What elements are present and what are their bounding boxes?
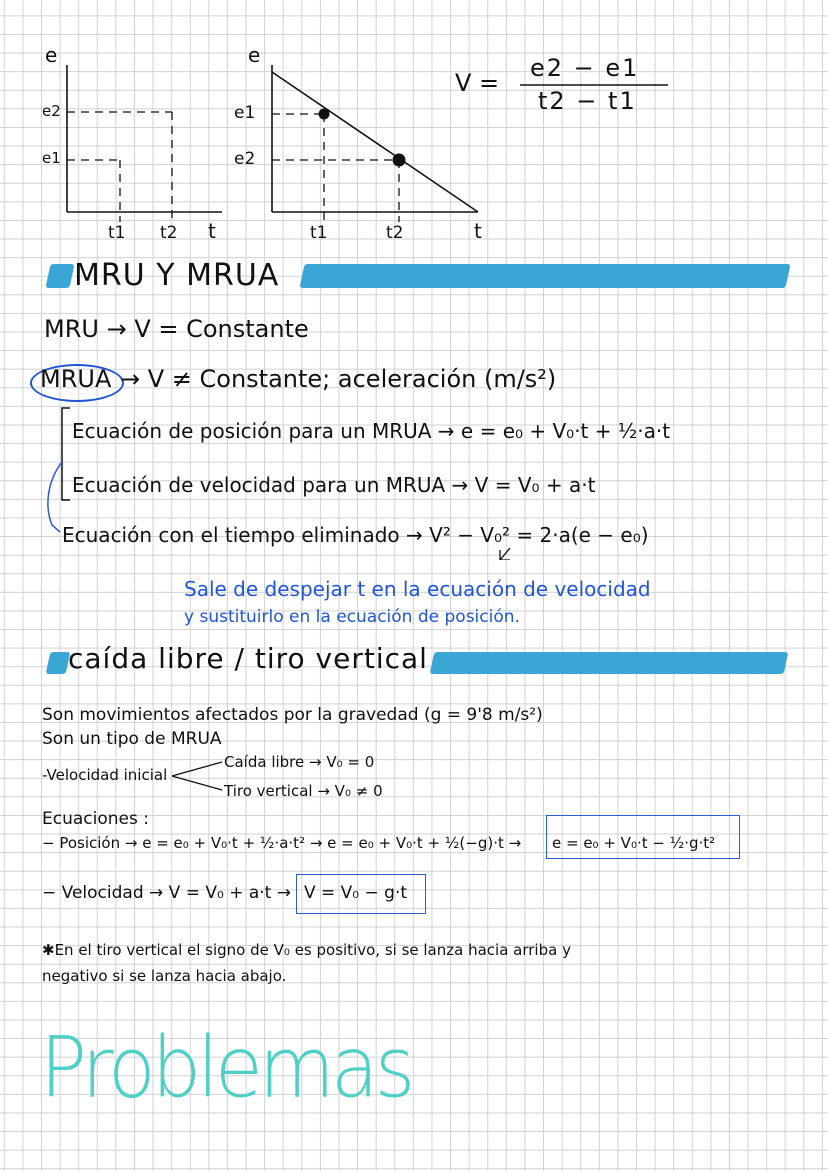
mrua-label: MRUA [40, 365, 112, 393]
left-graph-tick-t2: t2 [160, 223, 178, 243]
left-graph-tick-t1: t1 [108, 223, 126, 243]
left-graph-axis-y-label: e [45, 43, 58, 67]
initial-velocity-label: -Velocidad inicial [42, 766, 168, 784]
left-graph-tick-e2: e2 [42, 102, 61, 120]
gravity-line: Son movimientos afectados por la gravedad (g = 9'8 m/s²) [42, 705, 543, 725]
blue-note-line-2: y sustituirlo en la ecuación de posición. [184, 607, 520, 627]
problemas-title: Problemas [40, 1020, 412, 1118]
equation-position: Ecuación de posición para un MRUA → e = e₀ + V₀·t + ½·a·t [72, 419, 671, 443]
mrua-line: → V ≠ Constante; aceleración (m/s²) [120, 365, 557, 393]
tiro-vertical-line: Tiro vertical → V₀ ≠ 0 [224, 782, 383, 800]
equation-velocity: Ecuación de velocidad para un MRUA → V = V₀ + a·t [72, 473, 596, 497]
right-graph-axis-y-label: e [248, 43, 261, 67]
caida-libre-line: Caída libre → V₀ = 0 [224, 753, 375, 771]
posicion-derivation: − Posición → e = e₀ + V₀·t + ½·a·t² → e = e₀ + V₀·t + ½(−g)·t → [42, 834, 522, 852]
velocity-formula-lhs: V = [455, 69, 500, 97]
section-heading-mru: MRU Y MRUA [74, 258, 280, 293]
right-graph-tick-e2: e2 [234, 149, 256, 169]
left-graph-tick-e1: e1 [42, 149, 61, 167]
tiro-vertical-note-line-1: ✱En el tiro vertical el signo de V₀ es positivo, si se lanza hacia arriba y [42, 941, 571, 959]
section-heading-caida: caída libre / tiro vertical [68, 642, 428, 675]
right-graph-tick-t2: t2 [386, 223, 404, 243]
mrua-type-line: Son un tipo de MRUA [42, 729, 222, 749]
mru-line: MRU → V = Constante [44, 315, 309, 343]
velocidad-derivation: − Velocidad → V = V₀ + a·t → [42, 883, 291, 903]
equation-time-eliminated: Ecuación con el tiempo eliminado → V² − V₀² = 2·a(e − e₀) [62, 523, 649, 547]
velocity-formula-numerator: e2 − e1 [530, 54, 640, 82]
tiro-vertical-note-line-2: negativo si se lanza hacia abajo. [42, 967, 287, 985]
left-graph-axis-x-label: t [208, 219, 216, 243]
right-graph-axis-x-label: t [474, 219, 482, 243]
velocity-formula-denominator: t2 − t1 [538, 87, 637, 115]
ecuaciones-label: Ecuaciones : [42, 809, 149, 829]
right-graph-tick-t1: t1 [310, 223, 328, 243]
right-graph-tick-e1: e1 [234, 103, 256, 123]
velocidad-boxed-equation: V = V₀ − g·t [304, 883, 408, 903]
blue-note-line-1: Sale de despejar t en la ecuación de velocidad [184, 577, 651, 601]
posicion-boxed-equation: e = e₀ + V₀·t − ½·g·t² [552, 834, 716, 852]
